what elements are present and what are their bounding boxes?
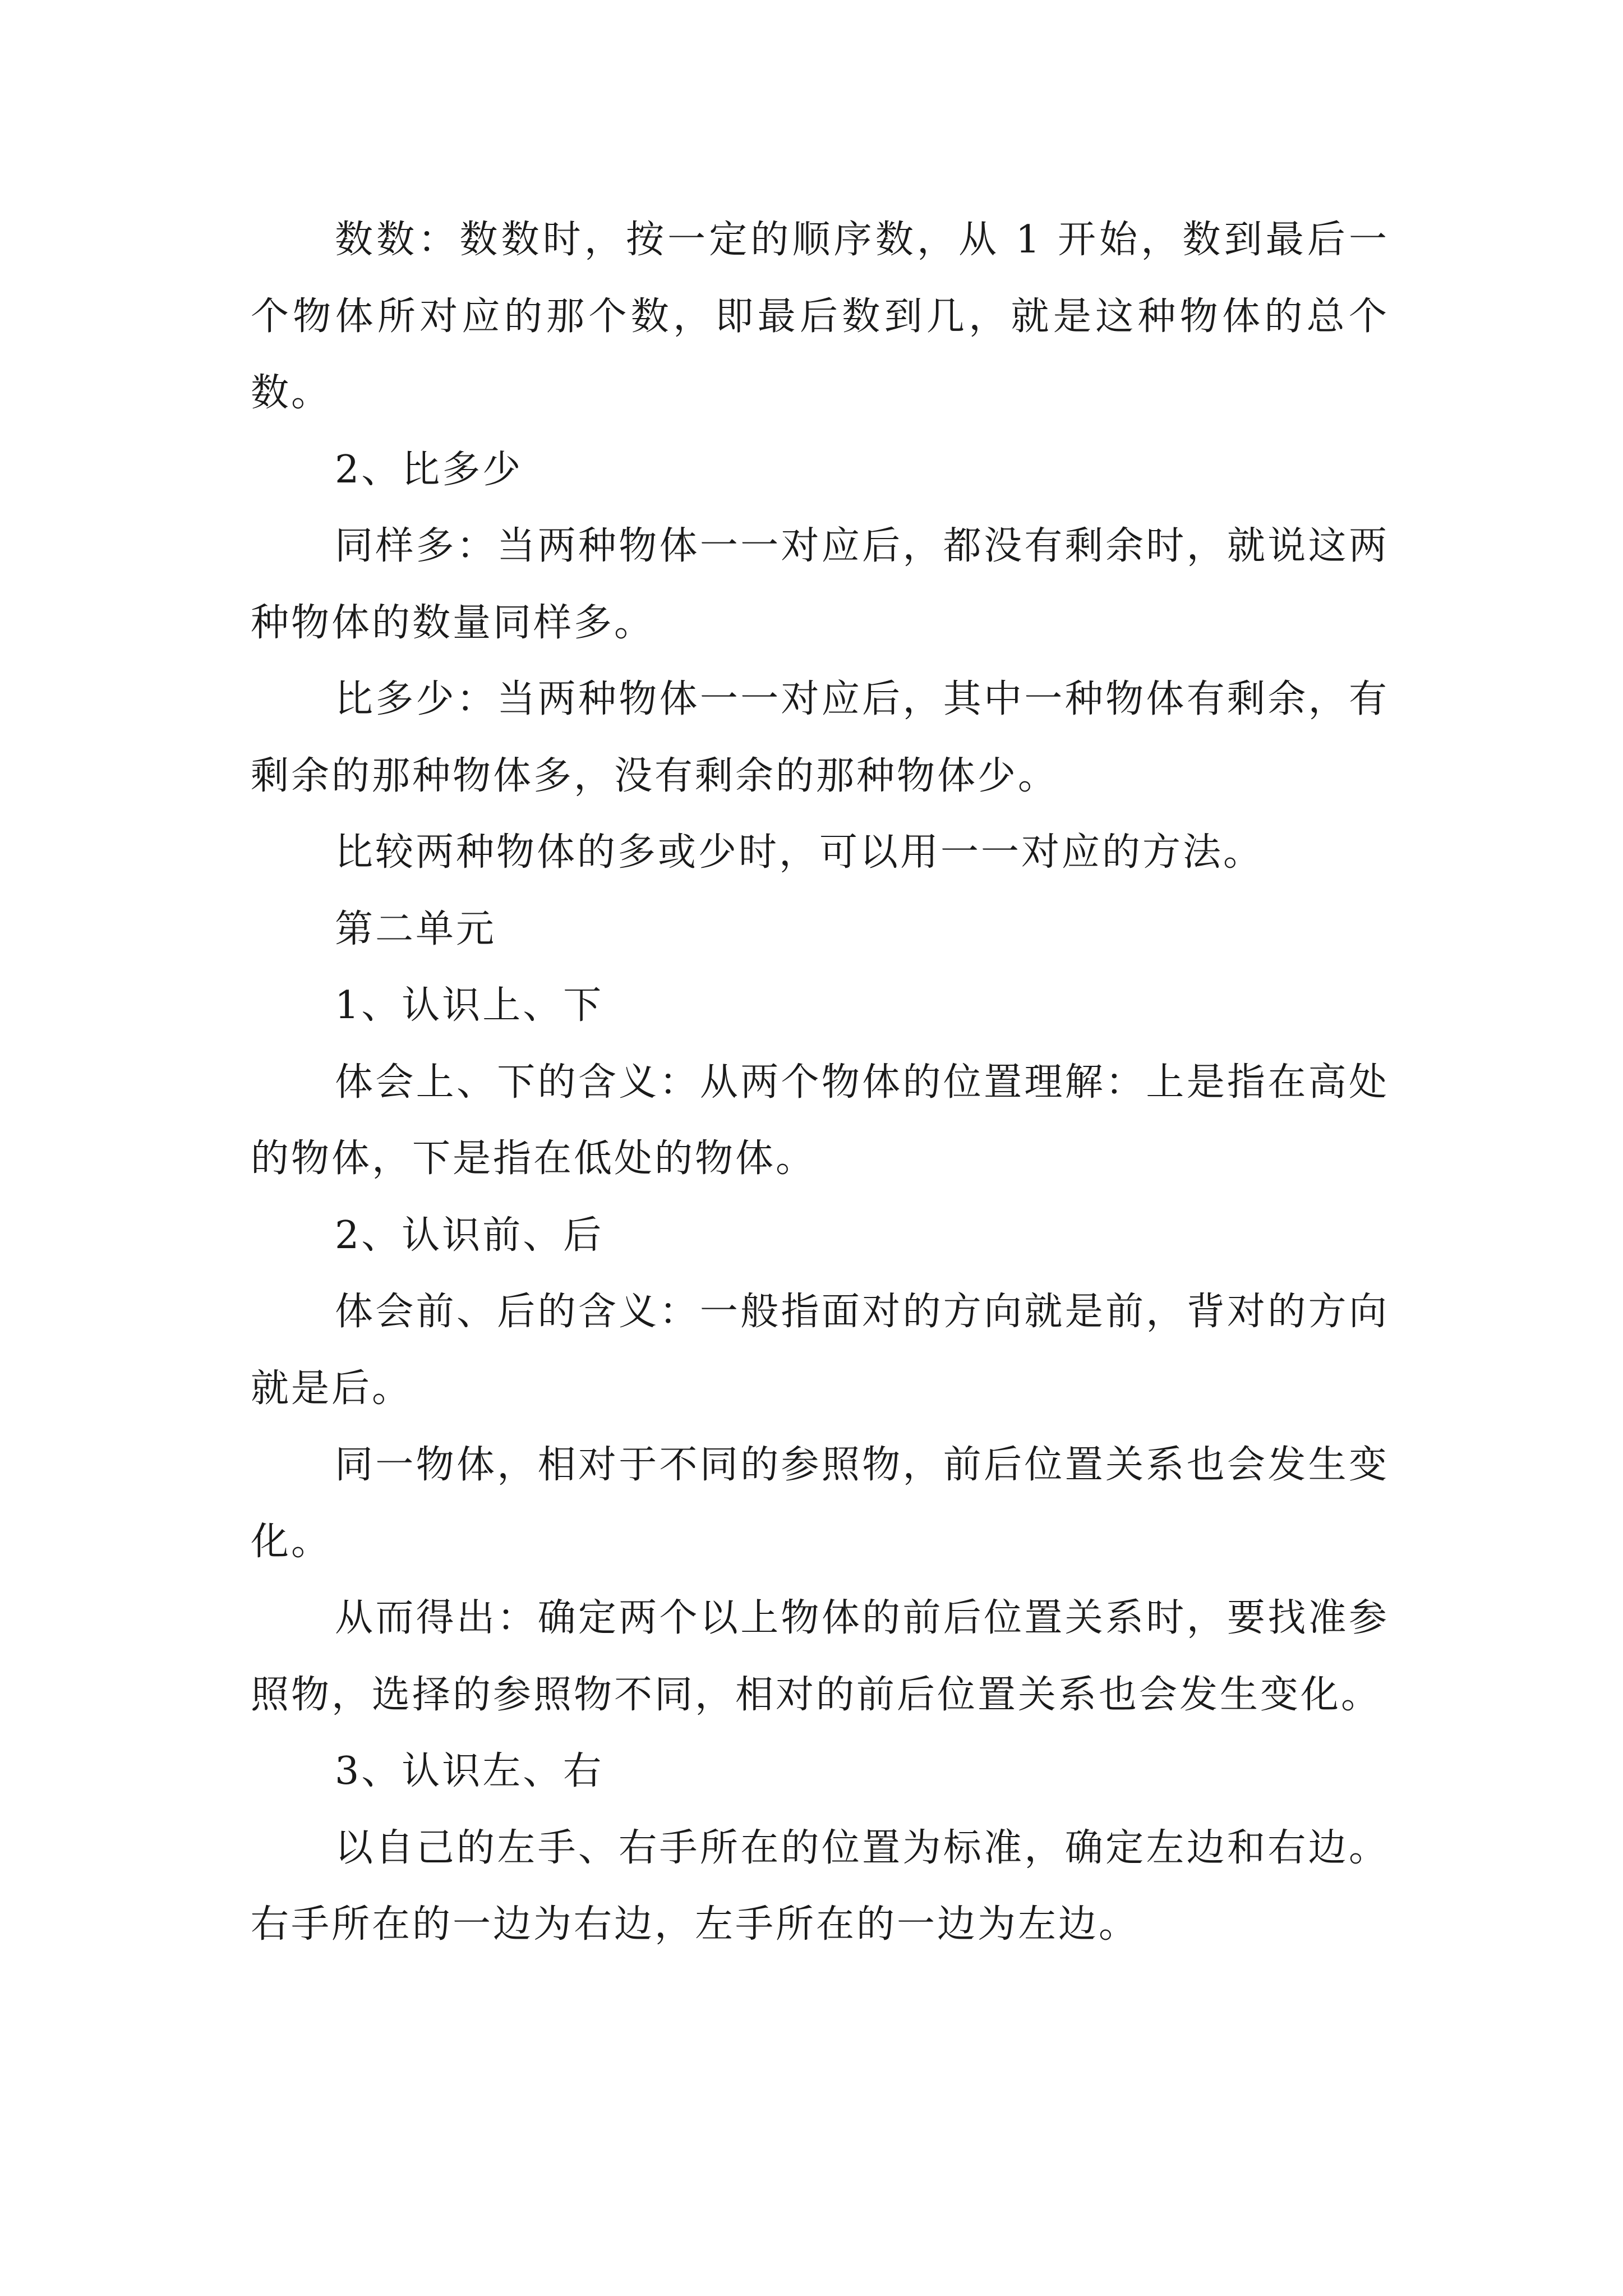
- paragraph-left-right: 以自己的左手、右手所在的位置为标准，确定左边和右边。右手所在的一边为右边，左手所在的一边为左边。: [251, 1825, 1389, 1947]
- paragraph-up-down: 体会上、下的含义：从两个物体的位置理解：上是指在高处的物体，下是指在低处的物体。: [251, 1060, 1389, 1181]
- paragraph-same-amount: 同样多：当两种物体一一对应后，都没有剩余时，就说这两种物体的数量同样多。: [251, 524, 1389, 645]
- paragraph-reference-change: 同一物体，相对于不同的参照物，前后位置关系也会发生变化。: [251, 1443, 1389, 1564]
- heading-unit-two: 第二单元: [335, 907, 497, 951]
- heading-up-down: 1、认识上、下: [335, 983, 604, 1028]
- paragraph-compare: 比多少：当两种物体一一对应后，其中一种物体有剩余，有剩余的那种物体多，没有剩余的那种物体少。: [251, 677, 1389, 798]
- heading-left-right: 3、认识左、右: [335, 1749, 604, 1793]
- heading-front-back: 2、认识前、后: [335, 1213, 604, 1258]
- paragraph-conclusion: 从而得出：确定两个以上物体的前后位置关系时，要找准参照物，选择的参照物不同，相对的前后位置关系也会发生变化。: [251, 1596, 1389, 1717]
- document-body: [251, 202, 1389, 1963]
- paragraph-front-back: 体会前、后的含义：一般指面对的方向就是前，背对的方向就是后。: [251, 1290, 1389, 1411]
- paragraph-one-to-one: 比较两种物体的多或少时，可以用一一对应的方法。: [335, 830, 1264, 875]
- paragraph-counting: 数数：数数时，按一定的顺序数，从 1 开始，数到最后一个物体所对应的那个数，即最后数到几，就是这种物体的总个数。: [251, 218, 1389, 415]
- heading-compare-more-less: 2、比多少: [335, 447, 523, 492]
